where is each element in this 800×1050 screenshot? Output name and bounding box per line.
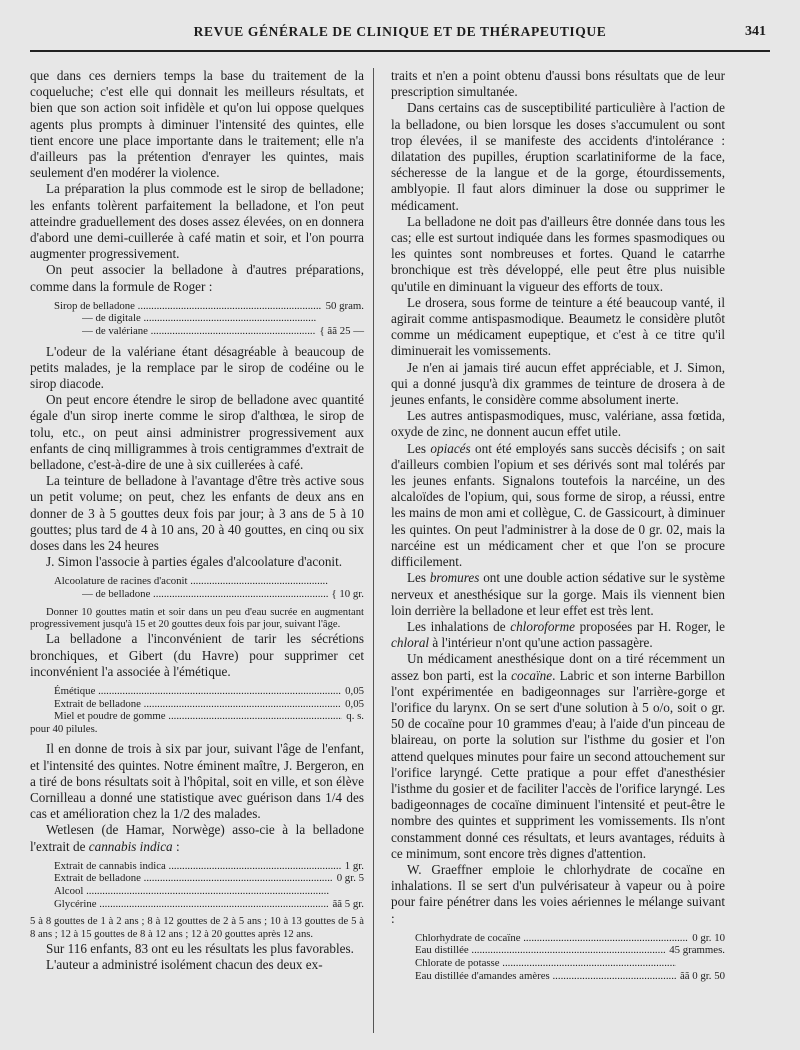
formula-graeffner [391,932,725,982]
formula-value: ãã 0 gr. 50 [680,969,725,982]
formula-value: 50 gram. [325,299,364,312]
formula-item: Glycérine ..... [54,898,329,911]
formula-roger [30,300,364,338]
paragraph: W. Graeffner emploie le chlorhydrate de cocaïne en inhalations. Il se sert d'un pulvérisateur à vapeur ou à poire pour faire pénétrer dans les voies aériennes le mélange suivant : [391,861,725,926]
formula-value: q. s. [346,710,364,723]
paragraph: Dans certains cas de susceptibilité particulière à l'action de la belladone, ou bien lorsque les doses s'accumulent ou sont trop élevées, il se manifeste des accidents d'intolérance : dilatation des pupilles, éruption scarlatiniforme de la face, sécheresse de la langue et de la gorge, étourdissements, amblyopie. Il faut alors diminuer la dose ou supprimer le médicament. [391,100,725,213]
formula-item: Extrait de cannabis indica ..... [54,860,341,873]
formula-item: Alcool ..... [54,885,329,898]
formula-item: Sirop de belladone ..... [54,300,322,313]
left-column [30,68,364,973]
page-header [30,24,770,46]
formula-value: 0 gr. 10 [692,931,725,944]
paragraph: Les autres antispasmodiques, musc, valériane, assa fœtida, oxyde de zinc, ne donnent aucun effet utile. [391,408,725,440]
formula-item: Eau distillée ..... [415,944,665,957]
paragraph: La belladone ne doit pas d'ailleurs être donnée dans tous les cas; elle est surtout indiquée dans les formes spasmodiques ou les quintes sont nombreuses et fortes. Quand le catarrhe bronchique est très développé, elle peut être plus nuisible qu'utile en diminuant la vigueur des efforts de toux. [391,213,725,294]
paragraph: La préparation la plus commode est le sirop de belladone; les enfants tolèrent parfaitement la belladone, et l'on peut atteindre graduellement des doses assez élevées, on en donnera d'abord une demi-cuillerée à café matin et soir, et l'on pourra augmenter progressivement. [30,181,364,262]
formula-item: Extrait de belladone ..... [54,872,333,885]
paragraph: On peut encore étendre le sirop de belladone avec quantité égale d'un sirop inerte comme le sirop d'althœa, le sirop de tolu, etc., on peut ainsi administrer progressivement aux enfants de cinq milligrammes à trois centigrammes d'extrait de belladone, c'est-à-dire de une à six cuillerées à café. [30,392,364,473]
formula-item: Eau distillée d'amandes amères ..... [415,970,676,983]
paragraph: Je n'en ai jamais tiré aucun effet appréciable, et J. Simon, qui a donné jusqu'à dix grammes de teinture de drosera à de jeunes enfants, le considère comme absolument inerte. [391,359,725,408]
formula-item: Extrait de belladone ..... [54,698,341,711]
formula-value: 0,05 [345,685,364,698]
formula-item: Chlorhydrate de cocaïne ..... [415,932,688,945]
paragraph: Wetlesen (de Hamar, Norwège) asso-cie à la belladone l'extrait de cannabis indica : [30,822,364,854]
paragraph: L'auteur a administré isolément chacun des deux ex- [46,957,323,973]
formula-value: 45 grammes. [669,944,725,957]
paragraph: L'odeur de la valériane étant désagréable à beaucoup de petits malades, je la remplace par le sirop de codéine ou le sirop diacode. [30,343,364,392]
formula-item: Chlorate de potasse ..... [415,957,676,970]
paragraph: On peut associer la belladone à d'autres préparations, comme dans la formule de Roger : [30,262,364,294]
formula-item: Miel et poudre de gomme ..... [54,710,342,723]
formula-value: 0,05 [345,697,364,710]
paragraph: Sur 116 enfants, 83 ont eu les résultats les plus favorables. [46,941,354,957]
paragraph: Les opiacés ont été employés sans succès décisifs ; on sait d'ailleurs combien l'opium et ses dérivés sont mal tolérés par les jeunes enfants. Signalons toutefois la narcéine, un des alcaloïdes de l'opium, qui, sous forme de sirop, a réussi, entre les mains de mon ami et collègue, C. de Gassicourt, à diminuer les quintes. On peut l'administrer à la dose de 0 gr. 02, mais la narcéine est un médicament cher et que l'on se procure difficilement. [391,440,725,570]
formula-value: 1 gr. [344,859,364,872]
paragraph: Il en donne de trois à six par jour, suivant l'âge de l'enfant, et l'intensité des quintes. Notre éminent maître, J. Bergeron, en a tiré de bons résultats soit à l'hôpital, soit en ville, et son élève Cornilleau a donné une statistique avec guérison dans 1/4 des cas et amélioration chez la 1/2 des malades. [30,741,364,822]
formula-value: { ãã 25 — [319,325,364,338]
formula-item: — de valériane ..... [82,325,316,338]
paragraph: Un médicament anesthésique dont on a tiré récemment un assez bon parti, est la cocaïne. Labric et son interne Barbillon l'ont expérimentée en badigeonnages sur l'arrière-gorge et l'orifice du larynx. On se sert d'une solution à 5 o/o, soit o gr. 50 de cocaïne pour 10 grammes d'eau; à l'aide d'un pinceau de blaireau, on porte la solution sur l'isthme du gosier et l'on attend quelques minutes pour faire un second attouchement sur l'orifice laryngé. Cette pratique a pour effet d'anesthésier l'isthme du gosier et de faciliter l'accès de l'orifice laryngé. Les badigeonnages de cocaïne diminuent l'intensité et peut-être le nombre des quintes et suppriment les vomissements. Ils n'ont constamment donné ces résultats, et leurs avantages, réduits à ce minimum, sont encore très dignes d'attention. [391,651,725,861]
paragraph: Les bromures ont une double action sédative sur le système nerveux et anesthésique sur la gorge. Mais ils viennent bien loin derrière la belladone et leur effet est très lent. [391,570,725,618]
paragraph: La belladone a l'inconvénient de tarir les sécrétions bronchiques, et Gibert (du Havre) pour supprimer cet inconvénient l'a associée à l'émétique. [30,631,364,679]
formula-item: — de digitale ..... [82,312,316,325]
column-divider [373,68,374,1033]
note: 5 à 8 gouttes de 1 à 2 ans ; 8 à 12 gouttes de 2 à 5 ans ; 10 à 13 gouttes de 5 à 8 ans ; 12 à 15 gouttes de 8 à 12 ans ; 12 à 20 gouttes après 12 ans. [30,916,364,940]
formula-item: Émétique ..... [54,685,341,698]
formula-wetlesen [30,860,364,910]
formula-item: Alcoolature de racines d'aconit ..... [54,575,328,588]
formula-simon [30,575,364,600]
formula-value: 0 gr. 5 [336,872,364,885]
paragraph: traits et n'en a point obtenu d'aussi bons résultats que de leur prescription simultanée. [391,68,725,100]
paragraph: J. Simon l'associe à parties égales d'alcoolature d'aconit. [46,554,343,570]
formula-value: ãã 5 gr. [332,897,364,910]
paragraph: Les inhalations de chloroforme proposées par H. Roger, le chloral à l'intérieur n'ont qu'une action passagère. [391,618,725,651]
right-column [391,68,725,988]
paragraph: La teinture de belladone à l'avantage d'être très active sous un petit volume; on peut, chez les enfants de deux ans en donner de 3 à 5 gouttes deux fois par jour; à 3 ans de 5 à 10 gouttes; plus tard de 4 à 10 ans, 20 à 40 gouttes, en cinq ou six doses dans les 24 heures [30,473,364,554]
note: Donner 10 gouttes matin et soir dans un peu d'eau sucrée en augmentant progressivement jusqu'à 15 et 20 gouttes deux fois par jour, suivant l'âge. [30,606,364,631]
formula-item: — de belladone ..... [82,588,328,601]
paragraph: Le drosera, sous forme de teinture a été beaucoup vanté, il agirait comme antispasmodique. Beaumetz le considère plutôt comme un médicament eupeptique, et c'est à ce titre qu'il diminuerait les vomissements. [391,294,725,359]
page-number: 341 [745,24,766,39]
formula-note: pour 40 pilules. [30,722,98,735]
formula-value: { 10 gr. [331,588,364,601]
paragraph: que dans ces derniers temps la base du traitement de la coqueluche; c'est elle qui donnait les meilleurs résultats, et bien que son action soit infidèle et qu'on lui oppose quelques agents plus prompts à diminuer l'intensité des quintes, elle tient encore une place importante dans le traitement; elle n'a d'ailleurs pas la prétention d'enrayer les quintes, mais seulement d'en modérer la violence. [30,68,364,181]
formula-gibert [30,685,364,735]
running-title: REVUE GÉNÉRALE DE CLINIQUE ET DE THÉRAPEUTIQUE [193,24,607,39]
header-rule [30,50,770,52]
